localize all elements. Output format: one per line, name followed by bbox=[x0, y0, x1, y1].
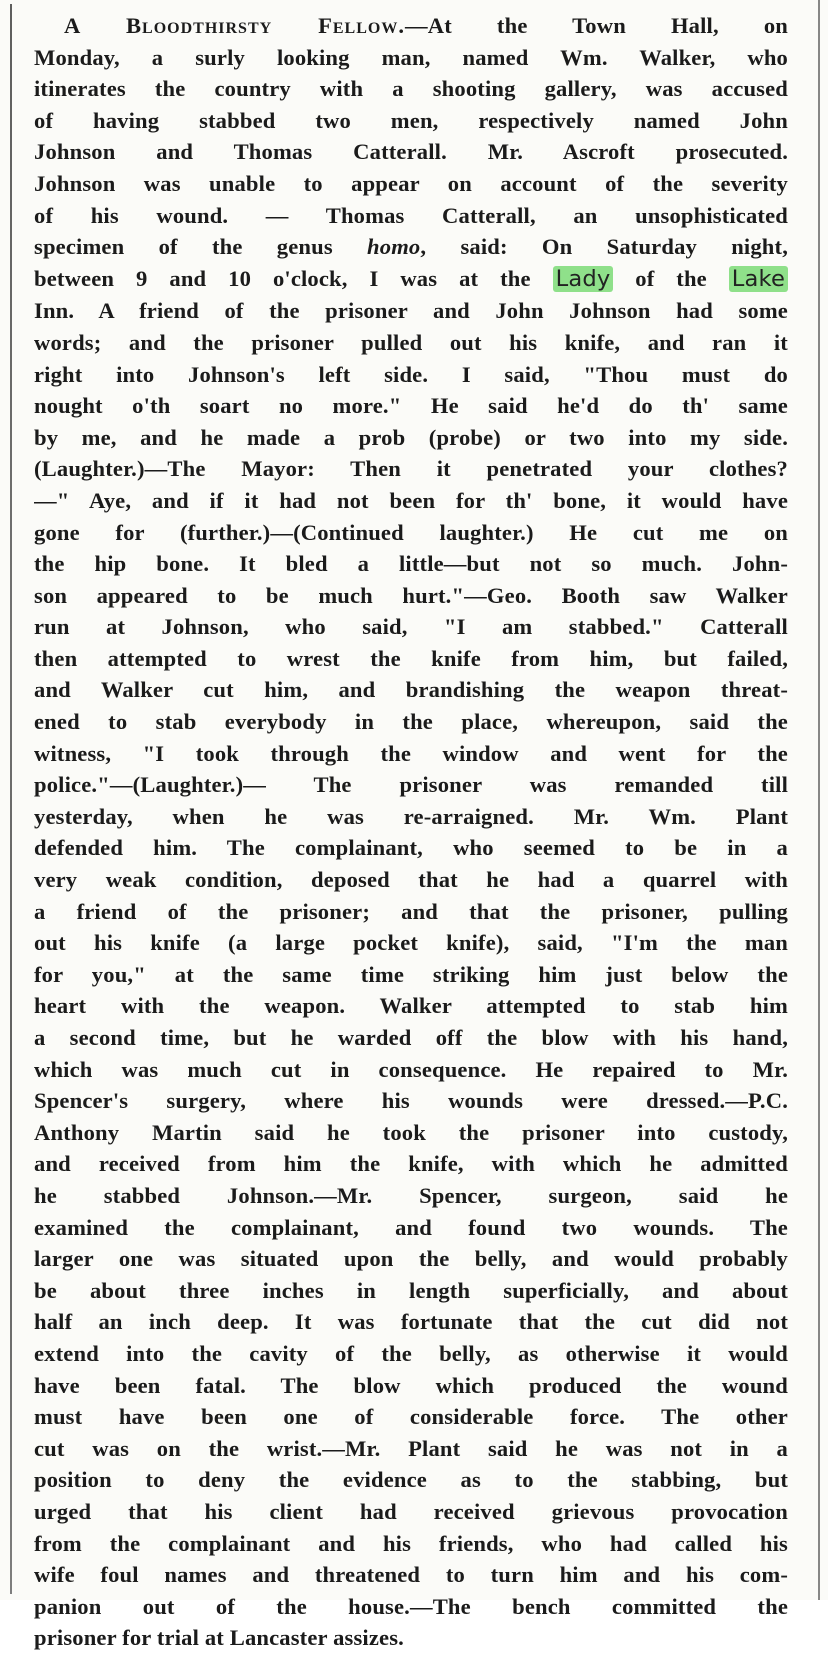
highlighted-word-lake: Lake bbox=[729, 266, 788, 292]
article-line: panion out of the house.—The bench committed the bbox=[34, 1593, 788, 1619]
article-line: itinerates the country with a shooting gallery, was accused bbox=[34, 76, 788, 102]
article-line: police."—(Laughter.)— The prisoner was remanded till bbox=[34, 772, 788, 798]
article-line: —" Aye, and if it had not been for th' bone, it would have bbox=[34, 487, 788, 513]
article-line: defended him. The complainant, who seemed to be in a bbox=[34, 835, 788, 861]
article-line: of his wound. — Thomas Catterall, an unsophisticated bbox=[34, 202, 788, 228]
article-line: Monday, a surly looking man, named Wm. Walker, who bbox=[34, 44, 788, 70]
highlighted-word-lady: Lady bbox=[553, 266, 614, 292]
article-line: nought o'th soart no more." He said he'd do th' same bbox=[34, 393, 788, 419]
article-line: from the complainant and his friends, who had called his bbox=[34, 1530, 788, 1556]
article-line: (Laughter.)—The Mayor: Then it penetrated your clothes? bbox=[34, 456, 788, 482]
article-line: out his knife (a large pocket knife), said, "I'm the man bbox=[34, 930, 788, 956]
article-line: must have been one of considerable force. The other bbox=[34, 1404, 788, 1430]
genus-word: homo bbox=[367, 234, 421, 260]
article-line: urged that his client had received grievous provocation bbox=[34, 1498, 788, 1524]
article-line: Johnson and Thomas Catterall. Mr. Ascroft prosecuted. bbox=[34, 139, 788, 165]
article-line: a friend of the prisoner; and that the prisoner, pulling bbox=[34, 898, 788, 924]
article-line: gone for (further.)—(Continued laughter.) He cut me on bbox=[34, 519, 788, 545]
article-line: prisoner for trial at Lancaster assizes. bbox=[34, 1625, 404, 1651]
article-line: son appeared to be much hurt."—Geo. Booth saw Walker bbox=[34, 582, 788, 608]
article-line: Anthony Martin said he took the prisoner into custody, bbox=[34, 1119, 788, 1145]
article-line: then attempted to wrest the knife from him, but failed, bbox=[34, 645, 788, 671]
article-line: he stabbed Johnson.—Mr. Spencer, surgeon, said he bbox=[34, 1182, 788, 1208]
article-body bbox=[34, 10, 788, 1654]
article-line: cut was on the wrist.—Mr. Plant said he was not in a bbox=[34, 1435, 788, 1461]
article-headline: A Bloodthirsty Fellow. bbox=[64, 13, 405, 38]
article-line: right into Johnson's left side. I said, "Thou must do bbox=[34, 361, 788, 387]
article-line: extend into the cavity of the belly, as otherwise it would bbox=[34, 1340, 788, 1366]
article-line: for you," at the same time striking him just below the bbox=[34, 961, 788, 987]
article-line: and received from him the knife, with which he admitted bbox=[34, 1151, 788, 1177]
column-rule-right bbox=[818, 0, 820, 1600]
article-line: run at Johnson, who said, "I am stabbed." Catterall bbox=[34, 614, 788, 640]
article-line: the hip bone. It bled a little—but not so much. John- bbox=[34, 551, 788, 577]
article-line: ened to stab everybody in the place, whereupon, said the bbox=[34, 709, 788, 735]
article-line: half an inch deep. It was fortunate that the cut did not bbox=[34, 1309, 788, 1335]
article-line: A Bloodthirsty Fellow.—At the Town Hall, on bbox=[64, 13, 788, 38]
article-line: larger one was situated upon the belly, and would probably bbox=[34, 1246, 788, 1272]
article-line: yesterday, when he was re-arraigned. Mr. Wm. Plant bbox=[34, 803, 788, 829]
article-line: very weak condition, deposed that he had a quarrel with bbox=[34, 867, 788, 893]
article-line: words; and the prisoner pulled out his knife, and ran it bbox=[34, 329, 788, 355]
article-line: specimen of the genus homo, said: On Saturday night, bbox=[34, 234, 788, 260]
article-line: a second time, but he warded off the blow with his hand, bbox=[34, 1025, 788, 1050]
article-line: position to deny the evidence as to the stabbing, but bbox=[34, 1467, 788, 1493]
article-line: which was much cut in consequence. He repaired to Mr. bbox=[34, 1056, 788, 1082]
article-line: examined the complainant, and found two wounds. The bbox=[34, 1214, 788, 1240]
article-line: be about three inches in length superficially, and about bbox=[34, 1277, 788, 1303]
article-line: have been fatal. The blow which produced the wound bbox=[34, 1372, 788, 1398]
article-line: Johnson was unable to appear on account of the severity bbox=[34, 170, 788, 196]
article-line: heart with the weapon. Walker attempted to stab him bbox=[34, 993, 788, 1019]
article-line: witness, "I took through the window and went for the bbox=[34, 740, 788, 766]
article-line: Inn. A friend of the prisoner and John Johnson had some bbox=[34, 298, 788, 324]
column-rule-left bbox=[10, 4, 12, 1594]
article-line: wife foul names and threatened to turn him and his com- bbox=[34, 1562, 788, 1588]
article-line: by me, and he made a prob (probe) or two into my side. bbox=[34, 424, 788, 450]
article-line: Spencer's surgery, where his wounds were dressed.—P.C. bbox=[34, 1088, 788, 1114]
article-line: and Walker cut him, and brandishing the weapon threat- bbox=[34, 677, 788, 703]
article-line: of having stabbed two men, respectively named John bbox=[34, 107, 788, 133]
article-line: between 9 and 10 o'clock, I was at the Lady of the Lake bbox=[34, 263, 788, 296]
